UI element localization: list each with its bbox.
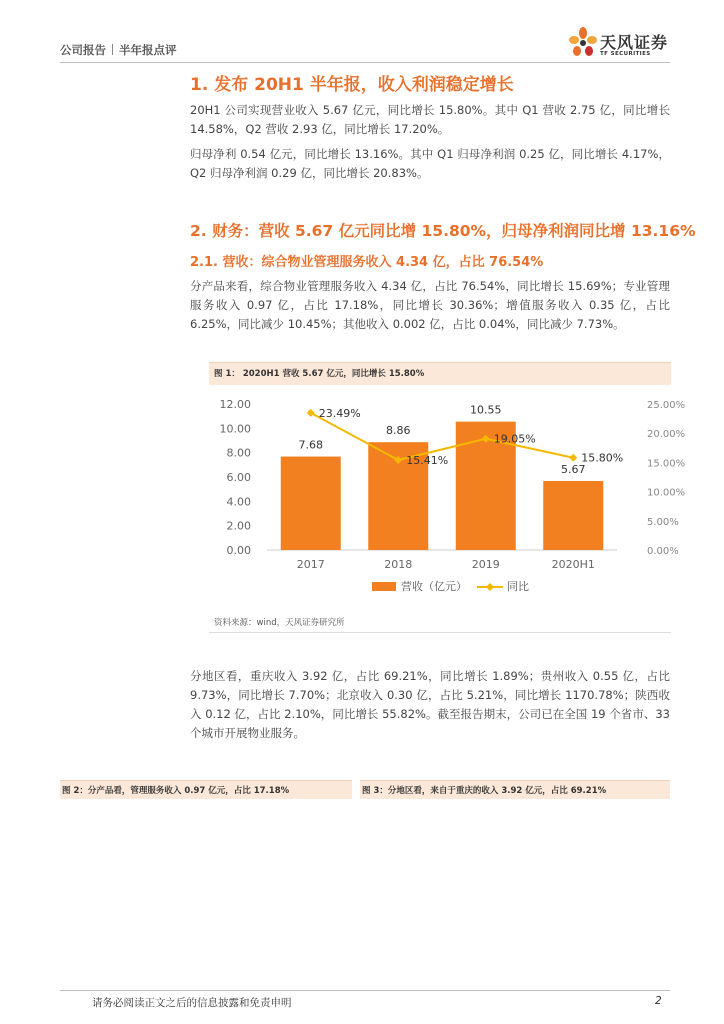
yoy-point: [307, 409, 315, 417]
figure1-bottom-line: [209, 632, 671, 633]
legend-bar-swatch: [372, 582, 396, 591]
legend-line-label: 同比: [507, 580, 529, 593]
section1-paragraph1: 20H1 公司实现营业收入 5.67 亿元，同比增长 15.80%。其中 Q1 营收 2.75 亿，同比增长 14.58%，Q2 营收 2.93 亿，同比增长 17.20%。: [190, 103, 670, 136]
y-right-tick-label: 10.00%: [647, 487, 686, 499]
bar-value-label: 7.68: [298, 438, 323, 452]
bar: [281, 457, 341, 550]
yoy-value-label: 15.80%: [581, 451, 624, 465]
y-left-tick-label: 2.00: [226, 519, 251, 533]
yoy-value-label: 23.49%: [318, 406, 361, 420]
section1-title: 1. 发布 20H1 半年报，收入利润稳定增长: [190, 75, 514, 95]
y-left-tick-label: 0.00: [226, 544, 251, 557]
section2-title: 2. 财务：营收 5.67 亿元同比增 15.80%，归母净利润同比增 13.16%: [190, 222, 696, 240]
yoy-value-label: 15.41%: [406, 454, 449, 468]
yoy-point: [569, 454, 577, 462]
section2-paragraph2: 分地区看，重庆收入 3.92 亿，占比 69.21%，同比增长 1.89%；贵州收入 0.55 亿，占比 9.73%，同比增长 7.70%；北京收入 0.30 亿，占比 5.21%，同比增长 1170.78%；陕西收入 0.12 亿，占比 2.10%，同比增长 55.82%。截至报告期末，公司已在全国 19 个省市、33 个城市开展物业服务。: [190, 669, 670, 740]
y-right-tick-label: 20.00%: [647, 429, 686, 441]
x-tick-label: 2019: [471, 558, 500, 571]
y-right-tick-label: 5.00%: [647, 516, 679, 528]
figure2-title: 图 2：分产品看，管理服务收入 0.97 亿元，占比 17.18%: [62, 786, 290, 796]
report-header: [60, 42, 177, 58]
report-subtype: 半年报点评: [119, 43, 177, 57]
legend-bar-label: 营收（亿元）: [401, 580, 467, 593]
y-left-tick-label: 10.00: [219, 422, 251, 436]
footer-line: [60, 990, 670, 991]
y-right-tick-label: 0.00%: [647, 546, 679, 557]
yoy-value-label: 19.05%: [493, 432, 536, 446]
bar-value-label: 5.67: [561, 463, 586, 477]
legend-line-marker: [486, 583, 494, 591]
bar-value-label: 10.55: [470, 403, 502, 417]
y-right-tick-label: 15.00%: [647, 458, 686, 470]
logo-subtitle: TF SECURITIES: [600, 51, 651, 57]
figure1-chart: [209, 386, 686, 612]
figure1-source: 资料来源：wind，天风证券研究所: [214, 618, 345, 628]
y-left-tick-label: 8.00: [226, 446, 251, 460]
bar: [543, 481, 603, 550]
y-left-tick-label: 4.00: [226, 495, 251, 509]
section2-1-title: 2.1. 营收：综合物业管理服务收入 4.34 亿，占比 76.54%: [190, 255, 544, 270]
header-divider-line: [60, 62, 670, 63]
footer-disclaimer: 请务必阅读正文之后的信息披露和免责申明: [92, 997, 292, 1009]
figure1-title: 图 1： 2020H1 营收 5.67 亿元，同比增长 15.80%: [214, 369, 425, 379]
x-tick-label: 2018: [384, 558, 413, 571]
bar-value-label: 8.86: [386, 424, 411, 438]
figure3-title: 图 3：分地区看，来自于重庆的收入 3.92 亿元，占比 69.21%: [362, 786, 607, 796]
logo-flower-icon: [566, 24, 600, 62]
x-tick-label: 2017: [296, 558, 325, 571]
x-tick-label: 2020H1: [551, 558, 595, 571]
page-number: 2: [655, 995, 662, 1007]
y-right-tick-label: 25.00%: [647, 400, 686, 411]
header-divider: [112, 44, 113, 55]
section2-paragraph1: 分产品来看，综合物业管理服务收入 4.34 亿，占比 76.54%，同比增长 15.69%；专业管理服务收入 0.97 亿，占比 17.18%，同比增长 30.36%；增值服务收入 0.35 亿，占比 6.25%，同比减少 10.45%；其他收入 0.002 亿，占比 0.04%，同比减少 7.73%。: [190, 279, 670, 331]
section1-paragraph2: 归母净利 0.54 亿元，同比增长 13.16%。其中 Q1 归母净利润 0.25 亿，同比增长 4.17%，Q2 归母净利润 0.29 亿，同比增长 20.83%。: [190, 147, 670, 180]
report-type: 公司报告: [60, 43, 106, 57]
y-left-tick-label: 6.00: [226, 471, 251, 484]
y-left-tick-label: 12.00: [219, 398, 251, 411]
logo-name: 天风证券: [600, 33, 669, 52]
